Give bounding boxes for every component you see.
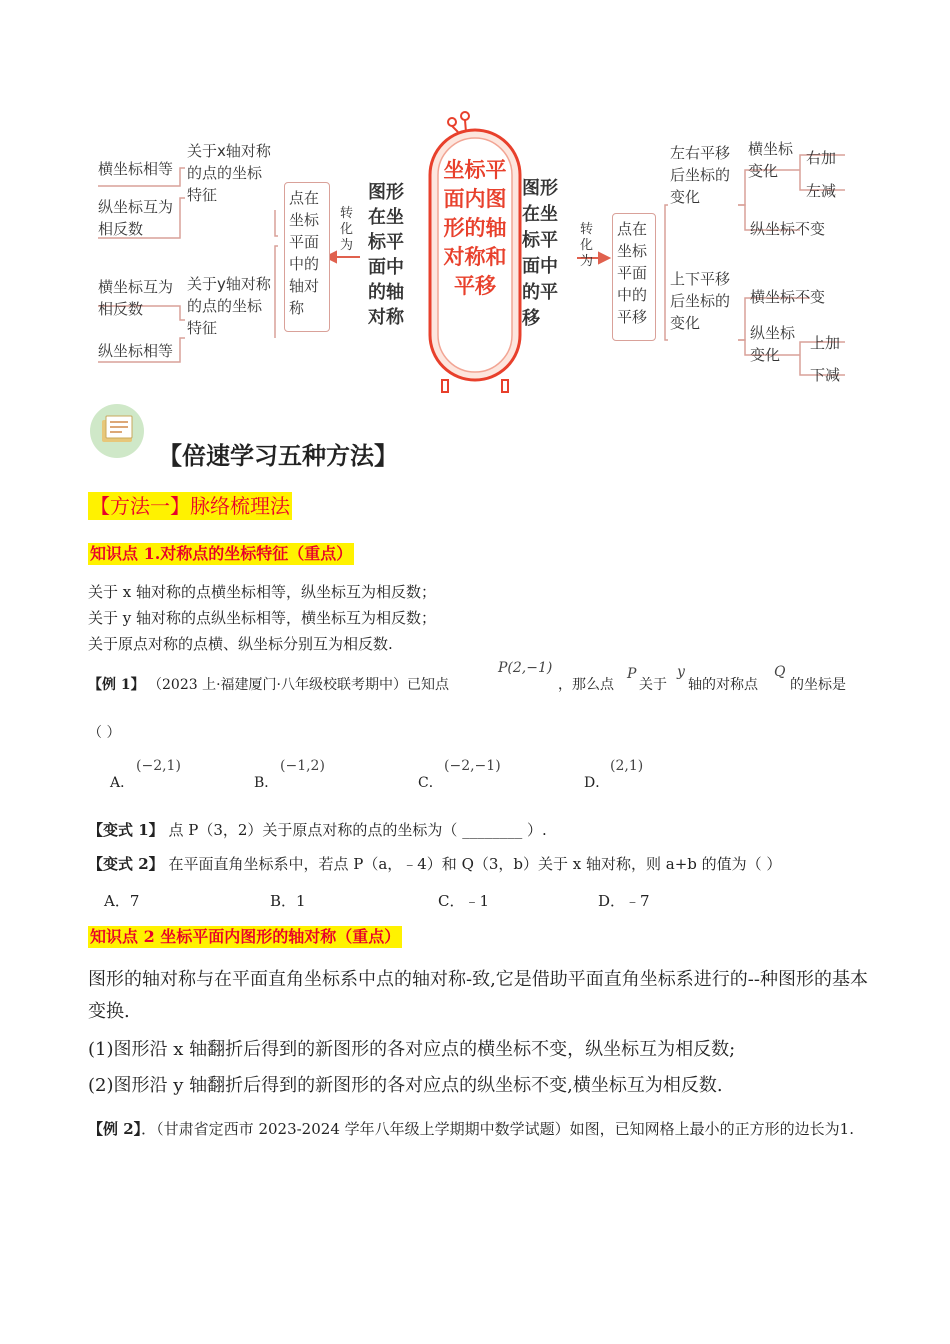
kp1-line-1: 关于 x 轴对称的点横坐标相等，纵坐标互为相反数； <box>88 583 436 601</box>
example-2-text: ．（甘肃省定西市 2023-2024 学年八年级上学期期中数学试题）如图，已知网格上最小的正方形的边长为 <box>141 1120 840 1138</box>
example-1-mid: ，那么点 <box>558 677 614 693</box>
mind-map <box>90 110 850 395</box>
node-ud-translation: 上下平移后坐标的变化 <box>670 270 731 332</box>
convert-label-right: 转化为 <box>580 222 594 269</box>
option-b-letter: B． <box>254 775 279 791</box>
variation-1-label: 【变式 1】 <box>88 821 164 839</box>
example-2-end: . <box>849 1120 854 1138</box>
var2-option-a: A．7 <box>104 892 140 910</box>
example-1-source: （2023 上·福建厦门·八年级校联考期中）已知点 <box>148 677 449 693</box>
leaf-ud-abscissa-same: 横坐标不变 <box>750 288 826 306</box>
right-main-node: 图形在坐标平面中的平移 <box>522 178 558 329</box>
kp2-para-3: (2)图形沿 y 轴翻折后得到的新图形的各对应点的纵坐标不变,横坐标互为相反数. <box>88 1075 723 1096</box>
example-1-options <box>110 756 730 792</box>
leaf-y-opposite-abscissa: 横坐标互为相反数 <box>98 278 174 318</box>
example-1-about: 关于 <box>639 677 667 693</box>
var2-option-b: B．1 <box>270 892 306 910</box>
node-lr-abscissa-change: 横坐标变化 <box>748 140 794 180</box>
leaf-lr-ordinate-same: 纵坐标不变 <box>750 220 826 238</box>
left-main-node: 图形在坐标平面中的轴对称 <box>368 182 404 328</box>
example-1-point: P(2,−1) <box>498 660 553 676</box>
variation-2-options <box>104 890 704 914</box>
example-1-y: y <box>677 664 685 680</box>
example-2-label: 【例 2】 <box>88 1120 142 1138</box>
leaf-y-same-ordinate: 纵坐标相等 <box>98 342 174 360</box>
variation-2-label: 【变式 2】 <box>88 855 164 873</box>
node-lr-translation: 左右平移后坐标的变化 <box>670 144 731 206</box>
option-a-value: (−2,1) <box>136 758 181 774</box>
variation-1-text: 点 P（3，2）关于原点对称的点的坐标为（ <box>168 821 458 839</box>
node-ud-ordinate-change: 纵坐标变化 <box>750 324 796 364</box>
example-1-q: Q <box>774 664 786 680</box>
node-point-translation-label: 点在坐标平面中的平移 <box>617 220 648 326</box>
kp2-title: 知识点 2 坐标平面内图形的轴对称（重点） <box>90 927 401 946</box>
leaf-down-subtract: 下减 <box>810 366 841 384</box>
node-point-axis-symmetry <box>284 182 330 332</box>
node-x-axis-symmetry: 关于x轴对称的点的坐标特征 <box>187 142 271 204</box>
option-d-value: (2,1) <box>610 758 644 774</box>
option-b-value: (−1,2) <box>280 758 325 774</box>
example-1-answer-paren: （ ） <box>88 725 121 741</box>
method-1-title: 【方法一】脉络梳理法 <box>90 494 290 518</box>
kp2-para-2: (1)图形沿 x 轴翻折后得到的新图形的各对应点的横坐标不变，纵坐标互为相反数; <box>88 1039 736 1060</box>
option-a-letter: A． <box>110 775 135 791</box>
option-c-value: (−2,−1) <box>444 758 501 774</box>
example-2-num: 1 <box>839 1120 850 1138</box>
section-icon <box>90 404 144 458</box>
variation-2 <box>88 852 781 876</box>
variation-2-text: 在平面直角坐标系中，若点 P（a，﹣4）和 Q（3，b）关于 x 轴对称，则 a+b 的值为（ ） <box>168 855 782 873</box>
option-d-letter: D． <box>584 775 610 791</box>
option-c-letter: C． <box>418 775 443 791</box>
kp1-line-2: 关于 y 轴对称的点纵坐标相等，横坐标互为相反数； <box>88 609 437 627</box>
leaf-x-same-abscissa: 横坐标相等 <box>98 160 174 178</box>
variation-1-end: ）. <box>526 821 547 839</box>
example-1 <box>88 660 878 700</box>
leaf-right-add: 右加 <box>806 149 837 167</box>
variation-1-blank: ________ <box>462 821 523 839</box>
node-point-translation <box>612 213 656 341</box>
leaf-left-subtract: 左减 <box>806 182 837 200</box>
var2-option-c: C．﹣1 <box>438 892 490 910</box>
folder-icon <box>90 404 144 458</box>
example-1-tail: 的坐标是 <box>790 677 846 693</box>
example-1-axis-text: 轴的对称点 <box>688 677 758 693</box>
leaf-x-opposite-ordinate: 纵坐标互为相反数 <box>98 198 174 238</box>
convert-label-left: 转化为 <box>340 206 354 253</box>
example-1-label: 【例 1】 <box>88 677 145 693</box>
kp1-line-3: 关于原点对称的点横、纵坐标分别互为相反数. <box>88 635 393 653</box>
example-2 <box>88 1110 868 1148</box>
variation-1 <box>88 818 547 842</box>
leaf-up-add: 上加 <box>810 334 841 352</box>
section-title: 【倍速学习五种方法】 <box>158 441 398 470</box>
kp2-para-1: 图形的轴对称与在平面直角坐标系中点的轴对称-致,它是借助平面直角坐标系进行的--种图形的基本变换. <box>88 969 868 1022</box>
center-title: 坐标平面内图形的轴对称和平移 <box>443 158 507 298</box>
node-point-axis-symmetry-label: 点在坐标平面中的轴对称 <box>289 189 320 317</box>
node-y-axis-symmetry: 关于y轴对称的点的坐标特征 <box>187 275 271 337</box>
kp1-title: 知识点 1.对称点的坐标特征（重点） <box>90 544 353 563</box>
var2-option-d: D．﹣7 <box>598 892 650 910</box>
example-1-p: P <box>627 666 637 682</box>
